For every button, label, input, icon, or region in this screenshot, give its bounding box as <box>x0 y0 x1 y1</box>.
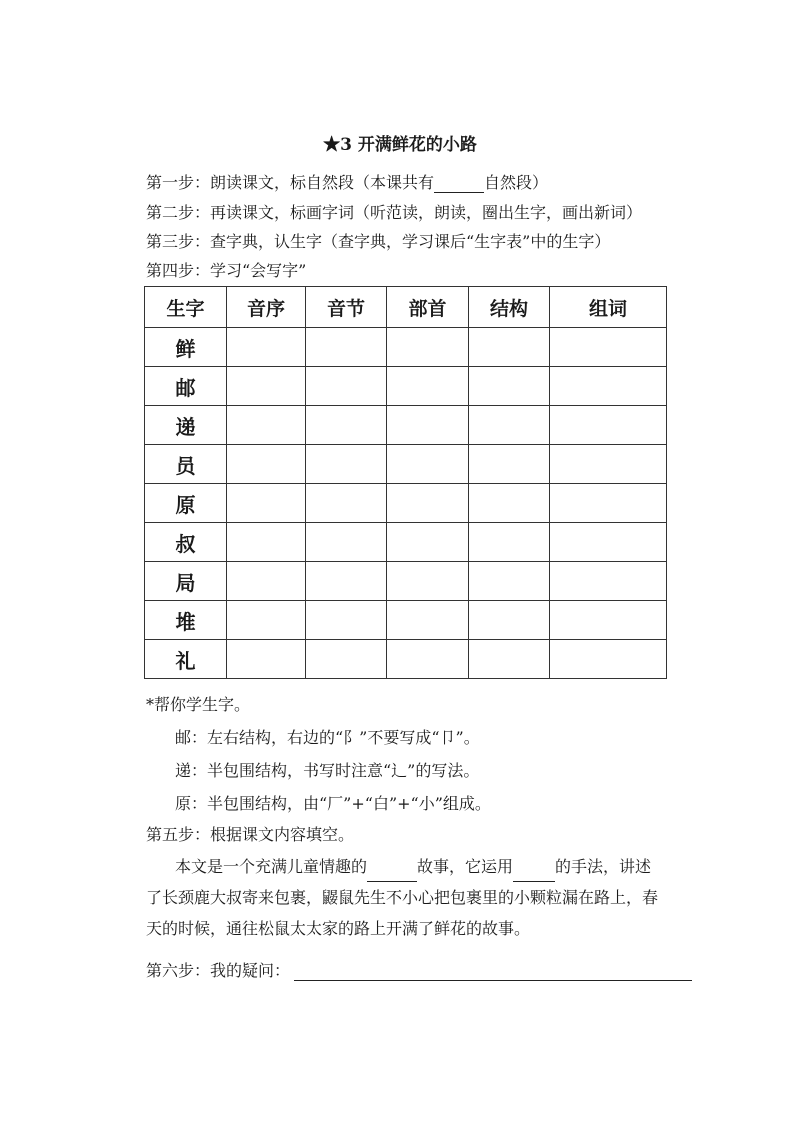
answer-cell[interactable] <box>387 640 469 679</box>
answer-cell[interactable] <box>387 328 469 367</box>
answer-cell[interactable] <box>387 601 469 640</box>
answer-cell[interactable] <box>469 562 550 601</box>
table-header-row <box>145 287 667 328</box>
answer-cell[interactable] <box>387 484 469 523</box>
fill-text: 故事，它运用 <box>417 857 514 876</box>
character-cell: 递 <box>145 406 227 445</box>
answer-cell[interactable] <box>227 601 306 640</box>
help-item: 原：半包围结构，由“厂”+“白”+“小”组成。 <box>175 794 491 813</box>
header-cell: 音序 <box>227 287 306 328</box>
answer-cell[interactable] <box>550 640 667 679</box>
answer-cell[interactable] <box>306 640 387 679</box>
answer-cell[interactable] <box>306 601 387 640</box>
answer-cell[interactable] <box>387 445 469 484</box>
fill-paragraph <box>146 850 706 944</box>
help-item: 邮：左右结构，右边的“阝”不要写成“卩”。 <box>175 728 480 747</box>
fill-text: 本文是一个充满儿童情趣的 <box>175 857 368 876</box>
table-row <box>145 562 667 601</box>
table-row <box>145 328 667 367</box>
answer-cell[interactable] <box>227 523 306 562</box>
answer-cell[interactable] <box>227 562 306 601</box>
table-row <box>145 601 667 640</box>
help-title: *帮你学生字。 <box>146 695 251 714</box>
answer-cell[interactable] <box>387 523 469 562</box>
character-cell: 员 <box>145 445 227 484</box>
character-table <box>144 286 667 679</box>
answer-cell[interactable] <box>306 484 387 523</box>
answer-cell[interactable] <box>306 562 387 601</box>
technique-blank[interactable] <box>513 850 555 882</box>
answer-cell[interactable] <box>550 484 667 523</box>
answer-cell[interactable] <box>550 328 667 367</box>
step6-label: 第六步：我的疑问： <box>146 961 291 980</box>
answer-cell[interactable] <box>227 328 306 367</box>
answer-cell[interactable] <box>227 367 306 406</box>
step6-line <box>146 958 692 981</box>
answer-cell[interactable] <box>469 523 550 562</box>
answer-cell[interactable] <box>550 406 667 445</box>
fill-line-2: 了长颈鹿大叔寄来包裹，鼹鼠先生不小心把包裹里的小颗粒漏在路上，春 <box>146 888 659 907</box>
paragraph-count-blank[interactable] <box>434 173 484 193</box>
answer-cell[interactable] <box>306 328 387 367</box>
header-cell: 结构 <box>469 287 550 328</box>
character-cell: 局 <box>145 562 227 601</box>
answer-cell[interactable] <box>387 406 469 445</box>
answer-cell[interactable] <box>469 328 550 367</box>
character-cell: 原 <box>145 484 227 523</box>
step1-line <box>146 170 548 193</box>
answer-cell[interactable] <box>550 523 667 562</box>
step5-line: 第五步：根据课文内容填空。 <box>146 825 355 844</box>
answer-cell[interactable] <box>469 367 550 406</box>
answer-cell[interactable] <box>469 484 550 523</box>
step4-line: 第四步：学习“会写字” <box>146 261 307 280</box>
answer-cell[interactable] <box>550 367 667 406</box>
answer-cell[interactable] <box>469 406 550 445</box>
help-item: 递：半包围结构，书写时注意“辶”的写法。 <box>175 761 480 780</box>
character-cell: 叔 <box>145 523 227 562</box>
table-row <box>145 367 667 406</box>
answer-cell[interactable] <box>227 406 306 445</box>
character-cell: 鲜 <box>145 328 227 367</box>
character-cell: 礼 <box>145 640 227 679</box>
answer-cell[interactable] <box>306 406 387 445</box>
header-cell: 生字 <box>145 287 227 328</box>
answer-cell[interactable] <box>469 445 550 484</box>
answer-cell[interactable] <box>550 601 667 640</box>
header-cell: 组词 <box>550 287 667 328</box>
fill-line-3: 天的时候，通往松鼠太太家的路上开满了鲜花的故事。 <box>146 919 531 938</box>
answer-cell[interactable] <box>387 367 469 406</box>
story-type-blank[interactable] <box>367 850 417 882</box>
step1-text-end: 自然段） <box>484 173 549 192</box>
table-row <box>145 445 667 484</box>
answer-cell[interactable] <box>227 445 306 484</box>
answer-cell[interactable] <box>550 445 667 484</box>
answer-cell[interactable] <box>387 562 469 601</box>
answer-cell[interactable] <box>227 640 306 679</box>
answer-cell[interactable] <box>469 601 550 640</box>
header-cell: 音节 <box>306 287 387 328</box>
step3-line: 第三步：查字典，认生字（查字典，学习课后“生字表”中的生字） <box>146 232 611 251</box>
question-answer-line[interactable] <box>294 961 692 981</box>
table-row <box>145 523 667 562</box>
step1-text: 第一步：朗读课文，标自然段（本课共有 <box>146 173 435 192</box>
character-cell: 邮 <box>145 367 227 406</box>
fill-text: 的手法，讲述 <box>555 857 652 876</box>
answer-cell[interactable] <box>306 367 387 406</box>
table-row <box>145 406 667 445</box>
answer-cell[interactable] <box>227 484 306 523</box>
header-cell: 部首 <box>387 287 469 328</box>
table-row <box>145 640 667 679</box>
answer-cell[interactable] <box>306 523 387 562</box>
answer-cell[interactable] <box>306 445 387 484</box>
page-title: ★3 开满鲜花的小路 <box>323 135 477 155</box>
table-row <box>145 484 667 523</box>
fill-line-1 <box>146 850 706 882</box>
answer-cell[interactable] <box>550 562 667 601</box>
character-cell: 堆 <box>145 601 227 640</box>
step2-line: 第二步：再读课文，标画字词（听范读，朗读，圈出生字，画出新词） <box>146 203 643 222</box>
answer-cell[interactable] <box>469 640 550 679</box>
